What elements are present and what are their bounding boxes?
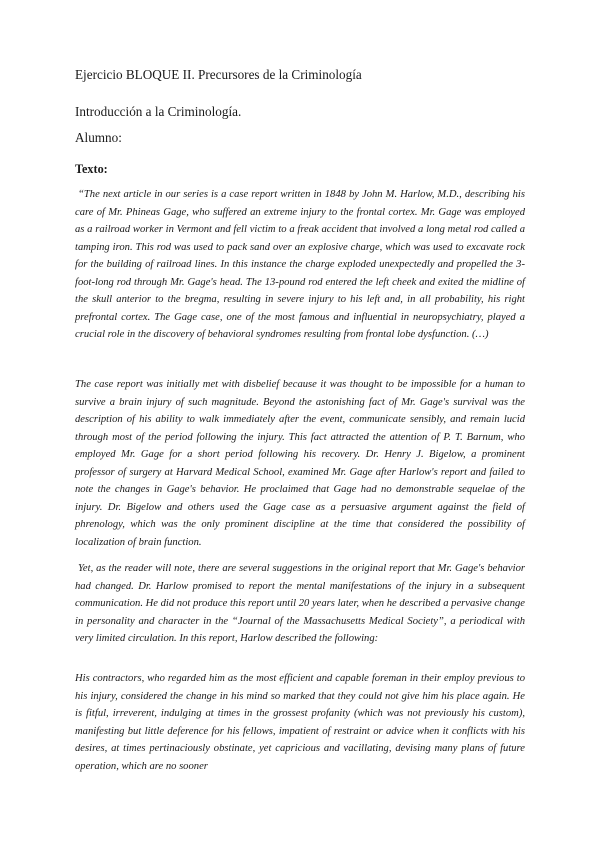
paragraph-1: “The next article in our series is a case report written in 1848 by John M. Harlow, M.D., describing his care of Mr. Phineas Gage, who suffered an extreme injury to the frontal cortex. Mr. Gage was employed as a railroad worker in Vermont and fell victim to a freak accident that involved a long metal rod called a tamping iron. This rod was used to pack sand over an explosive charge, which was used to excavate rock for the building of railroad lines. In this instance the charge exploded unexpectedly and propelled the 3-foot-long rod through Mr. Gage's head. The 13-pound rod entered the left cheek and exited the midline of the skull anterior to the bregma, resulting in severe injury to his left and, in all probability, his right prefrontal cortex. The Gage case, one of the most famous and influential in neuropsychiatry, played a crucial role in the discovery of behavioral syndromes resulting from frontal lobe dysfunction. (…) [75, 189, 525, 340]
section-label: Texto: [75, 162, 108, 176]
paragraph-3: Yet, as the reader will note, there are several suggestions in the original report that Mr. Gage's behavior had changed. Dr. Harlow promised to report the mental manifestations of the injury in a subsequent communication. He did not produce this report until 20 years later, when he described a pervasive change in personality and character in the “Journal of the Massachusetts Medical Society”, a periodical with very limited circulation. In this report, Harlow described the following: [75, 563, 525, 644]
paragraph-2: The case report was initially met with disbelief because it was thought to be impossible for a human to survive a brain injury of such magnitude. Beyond the astonishing fact of Mr. Gage's survival was the description of his ability to walk immediately after the event, communicate sensibly, and remain lucid through most of the period following the injury. This fact attracted the attention of P. T. Barnum, who employed Mr. Gage for a short period following his recovery. Dr. Henry J. Bigelow, a prominent professor of surgery at Harvard Medical School, examined Mr. Gage after Harlow's report and failed to note the changes in Gage's behavior. He proclaimed that Gage had no demonstrable sequelae of the injury. Dr. Bigelow and others used the Gage case as a persuasive argument against the field of phrenology, which was the only prominent discipline at the time that considered the possibility of localization of brain function. [75, 379, 525, 548]
student-label: Alumno: [75, 130, 122, 145]
paragraph-4: His contractors, who regarded him as the most efficient and capable foreman in their employ previous to his injury, considered the change in his mind so marked that they could not give him his place again. He is fitful, irreverent, indulging at times in the grossest profanity (which was not previously his custom), manifesting but little deference for his fellows, impatient of restraint or advice when it conflicts with his desires, at times pertinaciously obstinate, yet capricious and vacillating, devising many plans of future operation, which are no sooner [75, 673, 525, 772]
document-title: Ejercicio BLOQUE II. Precursores de la Criminología [75, 67, 362, 82]
course-subtitle: Introducción a la Criminología. [75, 104, 242, 119]
